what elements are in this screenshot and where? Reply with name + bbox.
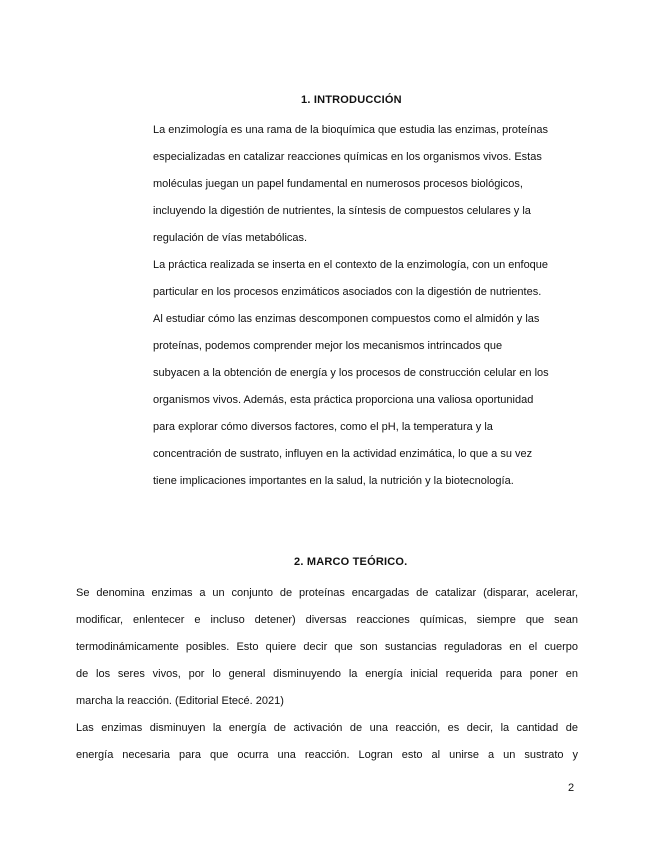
marco-line-2: modificar, enlentecer e incluso detener) diversas reacciones químicas, siempre que sean xyxy=(76,614,578,626)
intro-line-13: concentración de sustrato, influyen en la actividad enzimática, lo que a su vez xyxy=(153,448,533,460)
marco-line-6: Las enzimas disminuyen la energía de activación de una reacción, es decir, la cantidad de xyxy=(76,722,578,734)
intro-line-3: moléculas juegan un papel fundamental en numerosos procesos biológicos, xyxy=(153,178,523,190)
intro-line-14: tiene implicaciones importantes en la salud, la nutrición y la biotecnología. xyxy=(153,475,514,487)
intro-line-2: especializadas en catalizar reacciones químicas en los organismos vivos. Estas xyxy=(153,151,542,163)
marco-line-4: de los seres vivos, por lo general disminuyendo la energía inicial requerida para poner en xyxy=(76,668,578,680)
marco-line-7: energía necesaria para que ocurra una reacción. Logran esto al unirse a un sustrato y xyxy=(76,749,578,761)
marco-line-3: termodinámicamente posibles. Esto quiere decir que son sustancias reguladoras en el cuerpo xyxy=(76,641,578,653)
intro-line-12: para explorar cómo diversos factores, como el pH, la temperatura y la xyxy=(153,421,493,433)
intro-line-7: particular en los procesos enzimáticos asociados con la digestión de nutrientes. xyxy=(153,286,542,298)
intro-line-1: La enzimología es una rama de la bioquímica que estudia las enzimas, proteínas xyxy=(153,124,549,136)
intro-heading: 1. INTRODUCCIÓN xyxy=(301,94,402,106)
marco-line-5: marcha la reacción. (Editorial Etecé. 2021) xyxy=(76,695,284,707)
intro-line-9: proteínas, podemos comprender mejor los mecanismos intrincados que xyxy=(153,340,503,352)
intro-line-5: regulación de vías metabólicas. xyxy=(153,232,308,244)
intro-line-8: Al estudiar cómo las enzimas descomponen compuestos como el almidón y las xyxy=(153,313,540,325)
intro-line-11: organismos vivos. Además, esta práctica proporciona una valiosa oportunidad xyxy=(153,394,534,406)
intro-line-4: incluyendo la digestión de nutrientes, la síntesis de compuestos celulares y la xyxy=(153,205,531,217)
intro-line-6: La práctica realizada se inserta en el contexto de la enzimología, con un enfoque xyxy=(153,259,549,271)
marco-heading: 2. MARCO TEÓRICO. xyxy=(294,556,408,568)
page-number: 2 xyxy=(568,782,575,794)
marco-line-1: Se denomina enzimas a un conjunto de proteínas encargadas de catalizar (disparar, acelerar, xyxy=(76,587,578,599)
intro-line-10: subyacen a la obtención de energía y los procesos de construcción celular en los xyxy=(153,367,549,379)
